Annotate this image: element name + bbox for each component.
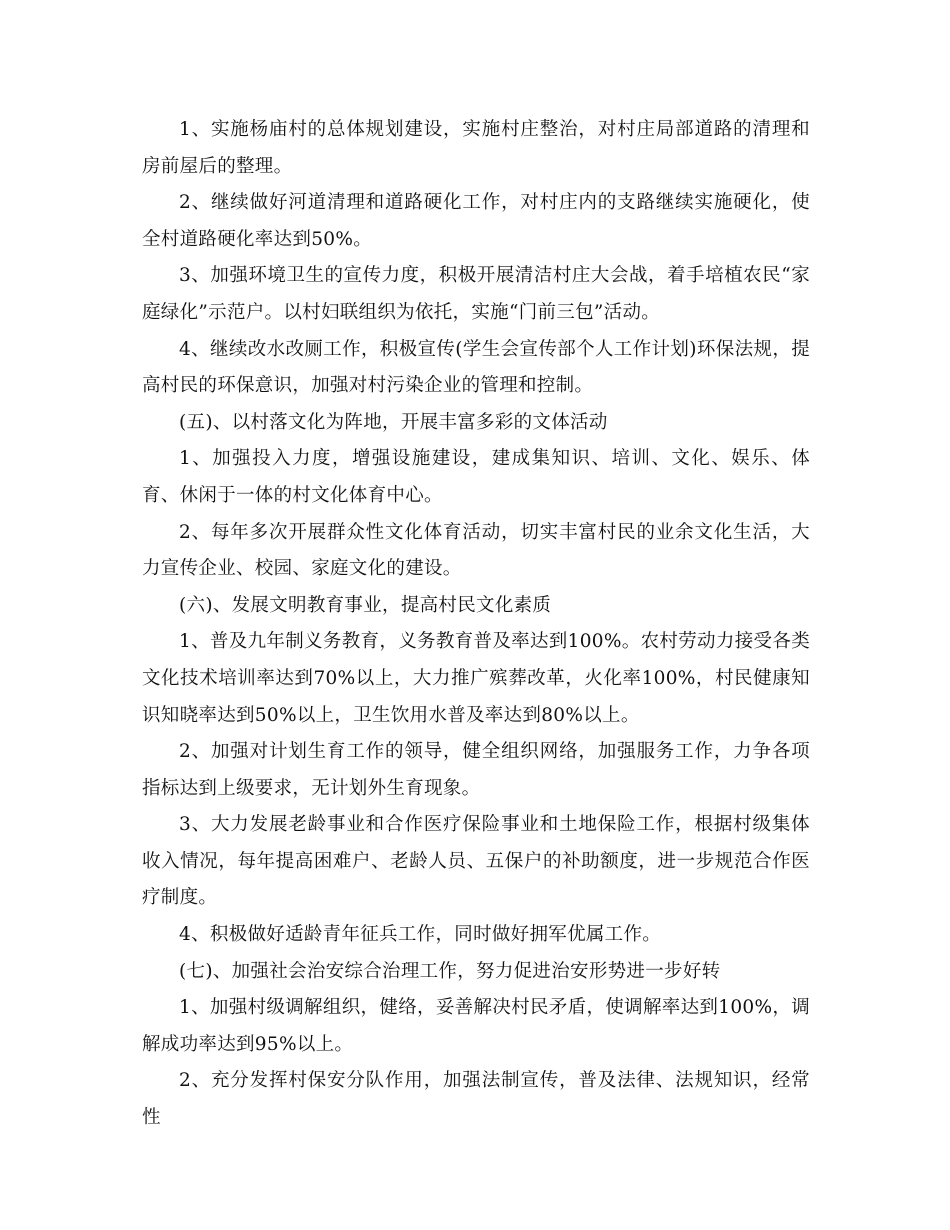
paragraph-item-2: 2、继续做好河道清理和道路硬化工作，对村庄内的支路继续实施硬化，使全村道路硬化率达到50%。 — [142, 192, 810, 250]
paragraph-item-5-2: 2、每年多次开展群众性文化体育活动，切实丰富村民的业余文化生活，大力宣传企业、校园、家庭文化的建设。 — [142, 521, 810, 580]
paragraph-item-6-4: 4、积极做好适龄青年征兵工作，同时做好拥军优属工作。 — [179, 924, 662, 946]
paragraph-item-3: 3、加强环境卫生的宣传力度，积极开展清洁村庄大会战，着手培植农民“家庭绿化”示范户。以村妇联组织为依托，实施“门前三包”活动。 — [142, 265, 810, 323]
paragraph-item-6-3: 3、大力发展老龄事业和合作医疗保险事业和土地保险工作，根据村级集体收入情况，每年提高困难户、老龄人员、五保户的补助额度，进一步规范合作医疗制度。 — [142, 814, 810, 909]
paragraph-item-7-1: 1、加强村级调解组织，健络，妥善解决村民矛盾，使调解率达到100%，调解成功率达到95%以上。 — [142, 997, 810, 1055]
paragraph-item-5-1: 1、加强投入力度，增强设施建设，建成集知识、培训、文化、娱乐、体育、休闲于一体的村文化体育中心。 — [142, 448, 810, 506]
document-body — [142, 112, 810, 1137]
paragraph-item-6-1: 1、普及九年制义务教育，义务教育普及率达到100%。农村劳动力接受各类文化技术培训率达到70%以上，大力推广殡葬改革，火化率100%，村民健康知识知晓率达到50%以上，卫生饮用水普及率达到80%以上。 — [142, 631, 810, 726]
paragraph-item-6-2: 2、加强对计划生育工作的领导，健全组织网络，加强服务工作，力争各项指标达到上级要求，无计划外生育现象。 — [142, 741, 810, 799]
section-heading-5: (五)、以村落文化为阵地，开展丰富多彩的文体活动 — [179, 411, 608, 433]
paragraph-item-1: 1、实施杨庙村的总体规划建设，实施村庄整治，对村庄局部道路的清理和房前屋后的整理。 — [142, 119, 810, 177]
section-heading-7: (七)、加强社会治安综合治理工作，努力促进治安形势进一步好转 — [179, 960, 721, 982]
paragraph-item-4: 4、继续改水改厕工作，积极宣传(学生会宣传部个人工作计划)环保法规，提高村民的环保意识，加强对村污染企业的管理和控制。 — [142, 338, 810, 397]
paragraph-item-7-2: 2、充分发挥村保安分队作用，加强法制宣传，普及法律、法规知识，经常性 — [142, 1070, 810, 1129]
section-heading-6: (六)、发展文明教育事业，提高村民文化素质 — [179, 594, 552, 616]
